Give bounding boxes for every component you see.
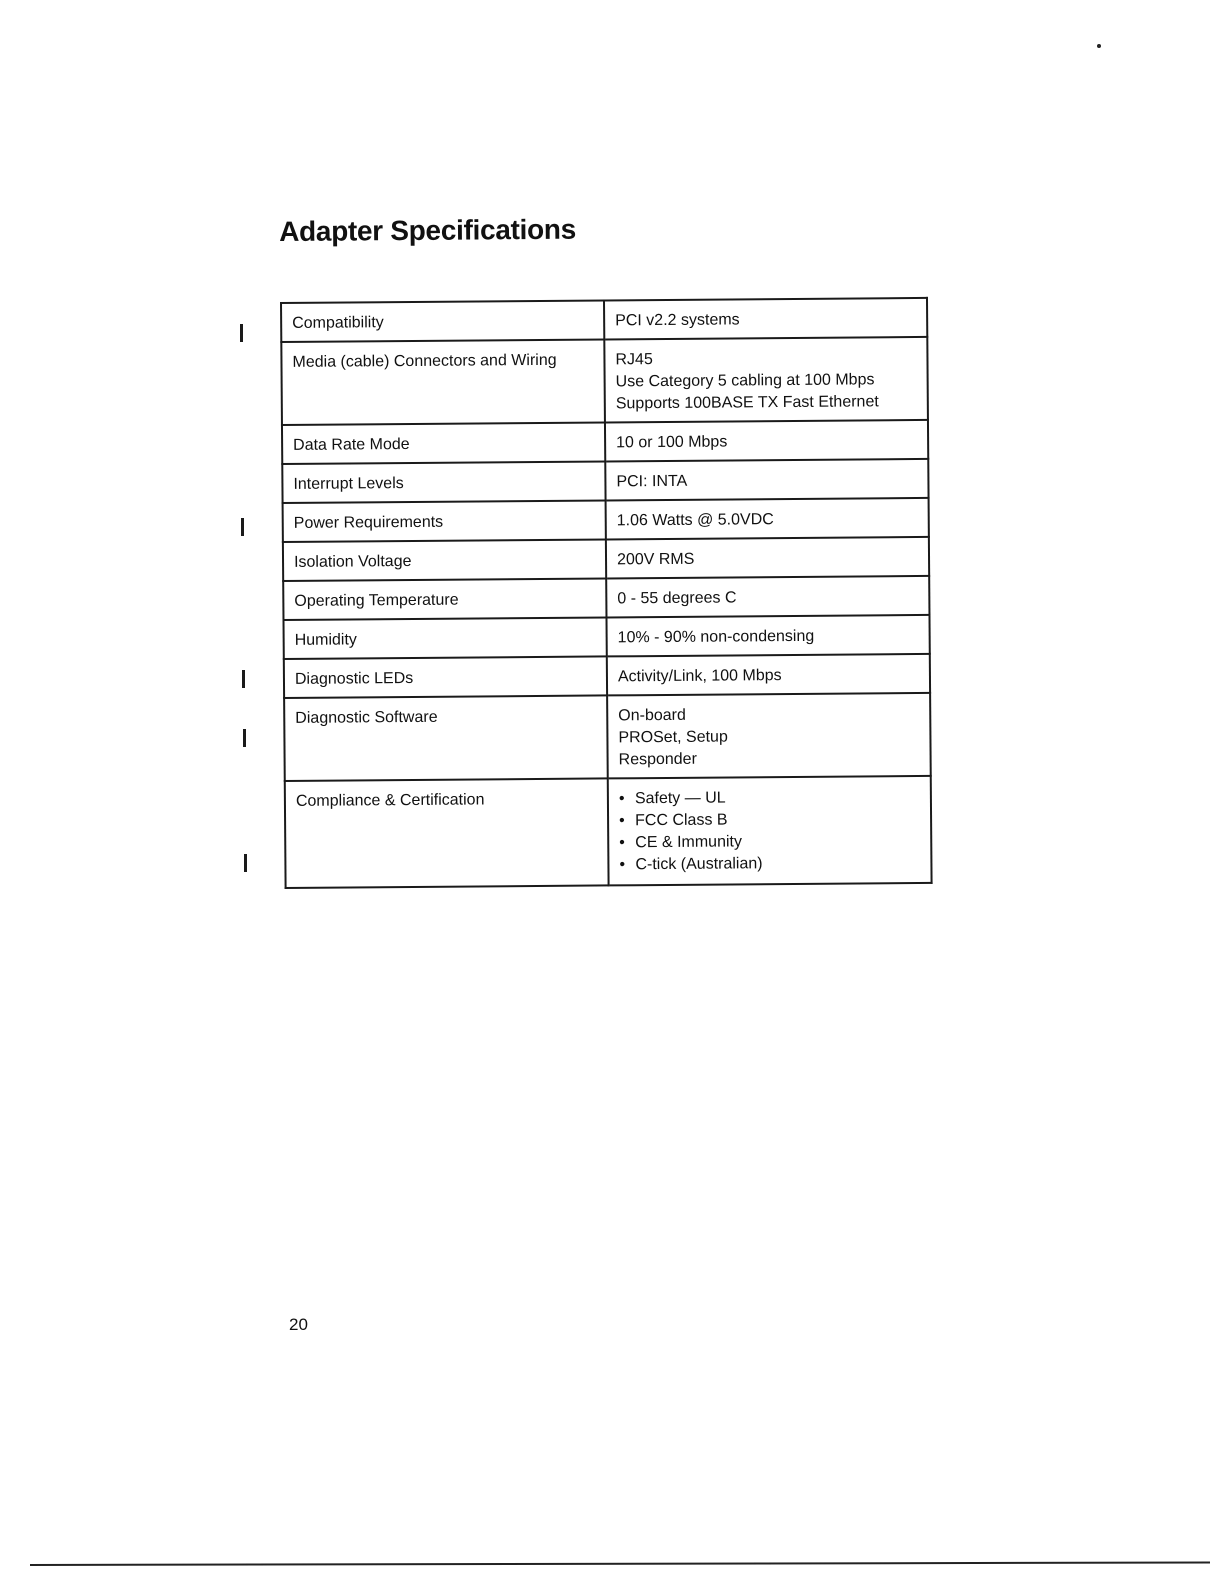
spec-label: Diagnostic Software [284,695,608,781]
list-item: • CE & Immunity [619,830,920,854]
spec-value-line: Use Category 5 cabling at 100 Mbps [615,371,875,391]
change-bar [240,324,243,342]
table-row [283,537,929,581]
spec-value [605,459,928,501]
spec-value-line: Responder [618,750,697,769]
spec-value-line: 1.06 Watts @ 5.0VDC [616,511,774,530]
spec-value-line: 0 - 55 degrees C [617,589,737,608]
table-row [284,693,931,781]
spec-value-line: On-board [618,706,686,725]
change-bar [242,670,245,688]
bullet-list [619,786,921,876]
spec-label: Compatibility [281,300,604,342]
list-item: • C-tick (Australian) [619,852,920,876]
scan-edge-line [30,1562,1210,1566]
spec-label: Power Requirements [283,500,606,542]
list-item: • FCC Class B [619,808,920,832]
spec-label: Compliance & Certification [285,778,609,888]
page-number: 20 [289,1315,308,1334]
spec-value [604,337,928,423]
table-row [283,576,929,620]
spec-value [606,537,929,579]
spec-value-line: PCI v2.2 systems [615,311,740,330]
spec-label: Diagnostic LEDs [284,656,607,698]
spec-value [607,693,931,779]
spec-value [606,615,929,657]
spec-label: Interrupt Levels [282,461,605,503]
table-row [283,615,929,659]
table-row [281,337,928,425]
change-bar [243,729,246,747]
spec-table [280,297,933,889]
spec-value-line: PCI: INTA [616,472,688,491]
spec-value [606,498,929,540]
spec-table-container [280,297,933,889]
change-bar [244,854,247,872]
table-row [283,498,929,542]
table-row [282,459,928,503]
table-row [284,654,930,698]
list-item: • Safety — UL [619,786,920,810]
spec-label: Isolation Voltage [283,539,606,581]
table-row [282,420,928,464]
change-bar [241,518,244,536]
spec-value [604,298,927,340]
spec-value [608,776,932,886]
spec-value [605,420,928,462]
spec-value-line: 200V RMS [616,550,695,569]
spec-value-line: Activity/Link, 100 Mbps [617,667,782,686]
page-title: Adapter Specifications [279,213,577,247]
spec-value-line: 10 or 100 Mbps [616,433,728,452]
spec-label: Data Rate Mode [282,422,605,464]
spec-value-line: Supports 100BASE TX Fast Ethernet [615,393,879,413]
spec-value-line: RJ45 [615,351,653,369]
table-row [285,776,932,888]
spec-label: Media (cable) Connectors and Wiring [281,339,605,425]
spec-label: Operating Temperature [283,578,606,620]
spec-value-line: 10% - 90% non-condensing [617,627,815,647]
table-row [281,298,927,342]
spec-value [606,576,929,618]
spec-value [607,654,930,696]
spec-label: Humidity [283,617,606,659]
scan-speck [1097,44,1101,48]
spec-value-line: PROSet, Setup [618,728,728,747]
